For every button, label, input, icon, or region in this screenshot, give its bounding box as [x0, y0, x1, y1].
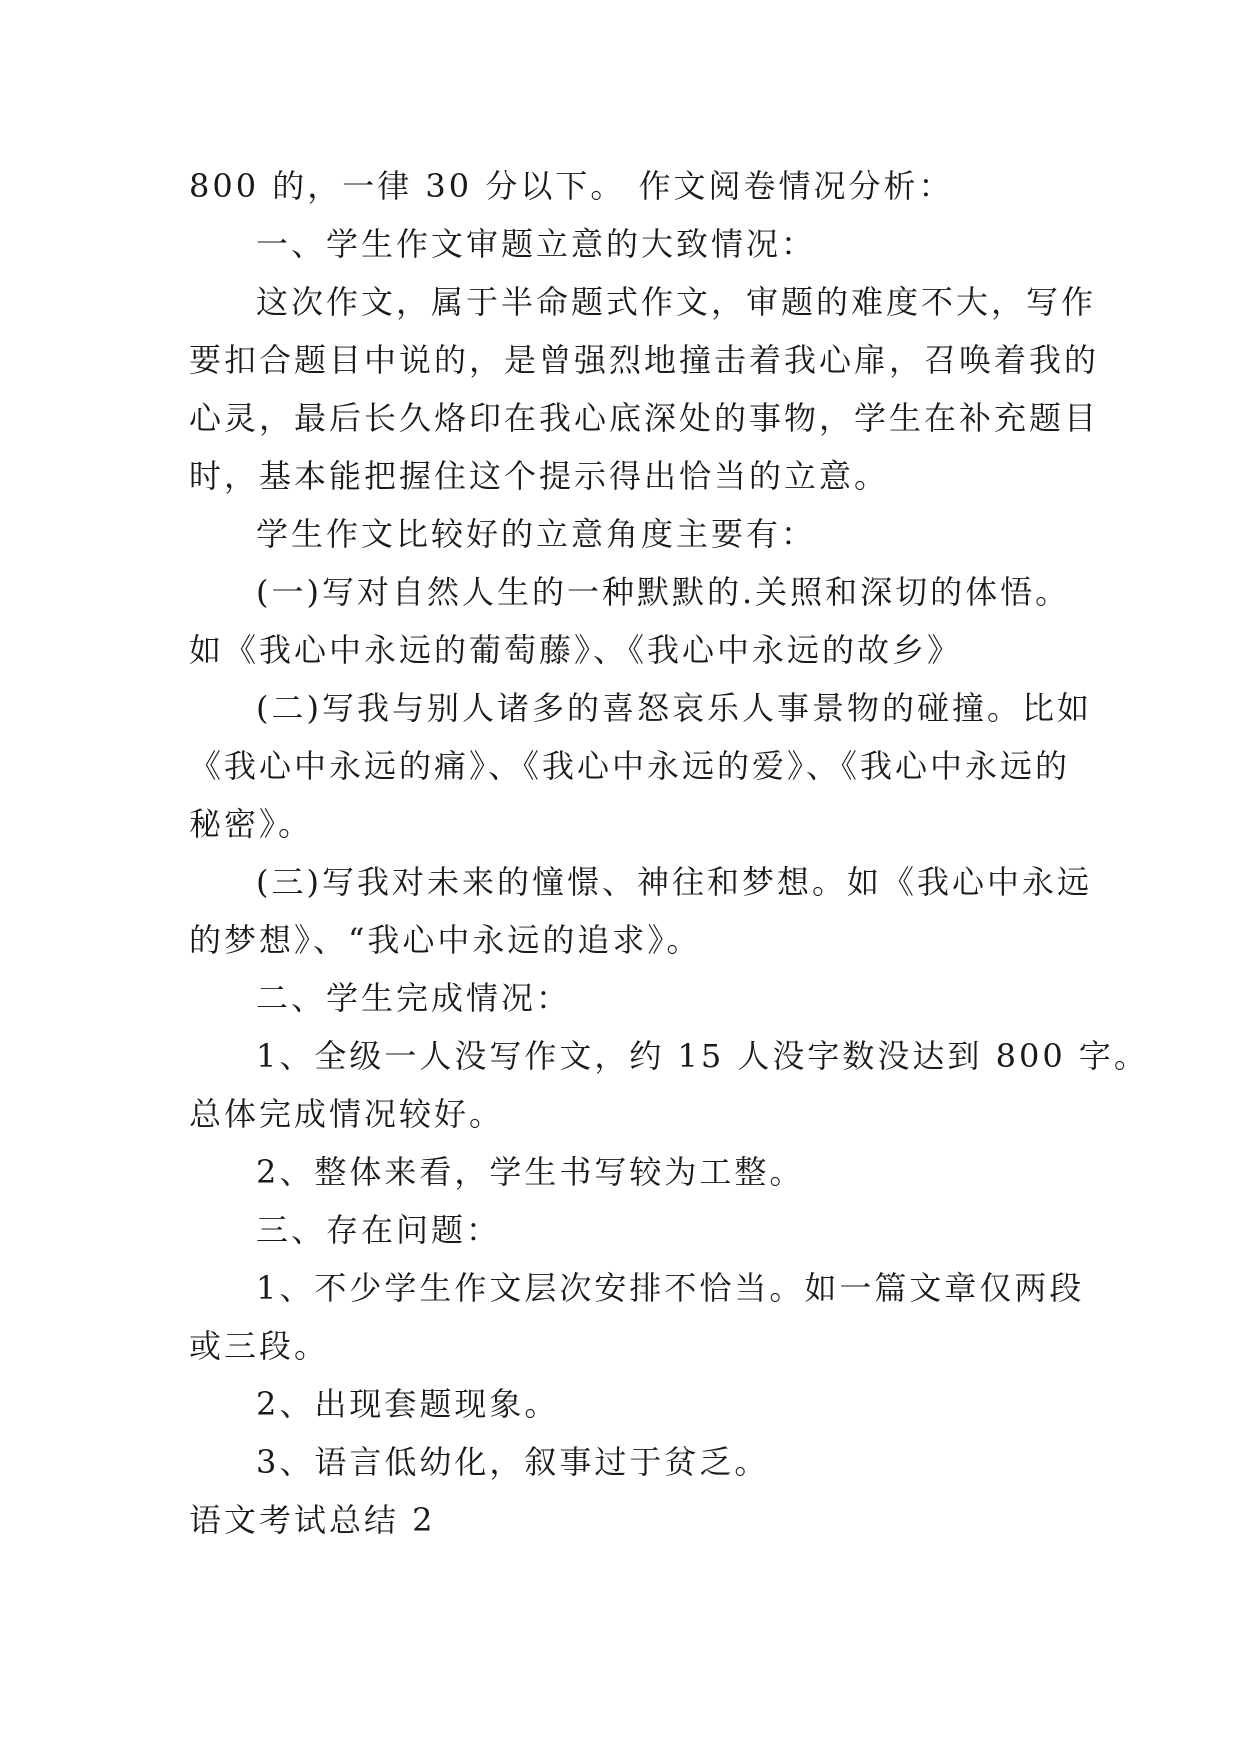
text-line: 或三段。 — [189, 1327, 330, 1365]
section-heading: 二、学生完成情况： — [256, 979, 572, 1017]
text-line: 的梦想》、“我心中永远的追求》。 — [189, 921, 702, 959]
text-line: (三)写我对未来的憧憬、神往和梦想。如《我心中永远 — [256, 863, 1092, 901]
text-line: 3、语言低幼化，叙事过于贫乏。 — [256, 1443, 770, 1481]
text-line: (二)写我与别人诸多的喜怒哀乐人事景物的碰撞。比如 — [256, 689, 1092, 727]
text-line: 要扣合题目中说的，是曾强烈地撞击着我心扉，召唤着我的 — [189, 341, 1100, 379]
text-line: 2、整体来看，学生书写较为工整。 — [256, 1153, 805, 1191]
text-line: 总体完成情况较好。 — [189, 1095, 505, 1133]
text-line: 心灵，最后长久烙印在我心底深处的事物，学生在补充题目 — [189, 399, 1100, 437]
text-line: 《我心中永远的痛》、《我心中永远的爱》、《我心中永远的 — [189, 747, 1071, 785]
text-line: 这次作文，属于半命题式作文，审题的难度不大，写作 — [256, 283, 1097, 321]
section-heading: 三、存在问题： — [256, 1211, 502, 1249]
text-line: 如《我心中永远的葡萄藤》、《我心中永远的故乡》 — [189, 631, 963, 669]
text-line: (一)写对自然人生的一种默默的.关照和深切的体悟。 — [256, 573, 1071, 611]
text-line: 秘密》。 — [189, 805, 314, 843]
text-line: 1、全级一人没写作文，约 15 人没字数没达到 800 字。 — [256, 1037, 1149, 1075]
text-line: 1、不少学生作文层次安排不恰当。如一篇文章仅两段 — [256, 1269, 1085, 1307]
text-line: 800 的，一律 30 分以下。 作文阅卷情况分析： — [189, 167, 954, 205]
text-line: 学生作文比较好的立意角度主要有： — [256, 515, 817, 553]
text-line: 时，基本能把握住这个提示得出恰当的立意。 — [189, 457, 890, 495]
document-title: 语文考试总结 2 — [189, 1501, 436, 1539]
section-heading: 一、学生作文审题立意的大致情况： — [256, 225, 817, 263]
text-line: 2、出现套题现象。 — [256, 1385, 560, 1423]
